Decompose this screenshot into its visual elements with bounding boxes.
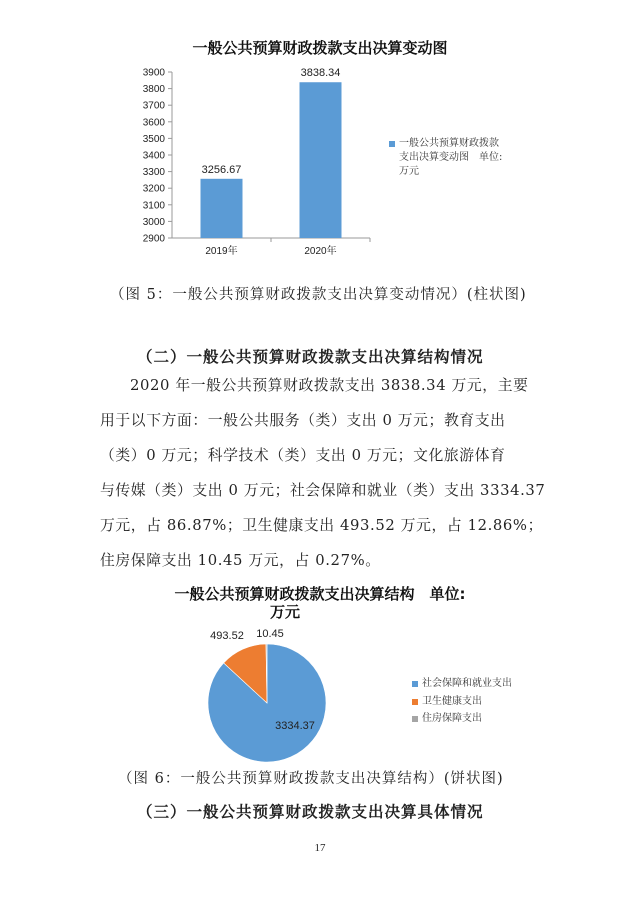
pie-chart-marks bbox=[208, 628, 326, 762]
pie-legend-label: 卫生健康支出 bbox=[422, 696, 482, 707]
bar-chart-title: 一般公共预算财政拨款支出决算变动图 bbox=[192, 39, 448, 57]
section2-paragraph bbox=[100, 368, 570, 578]
y-tick-label: 3300 bbox=[142, 167, 165, 179]
paragraph-line: 住房保障支出 10.45 万元，占 0.27%。 bbox=[100, 552, 381, 569]
y-tick-label: 3700 bbox=[142, 100, 165, 112]
pie-data-label: 10.45 bbox=[256, 628, 284, 640]
pie-data-label: 3334.37 bbox=[275, 720, 315, 732]
pie-legend-swatch bbox=[412, 716, 418, 722]
pie-title-line: 一般公共预算财政拨款支出决算结构 单位: bbox=[174, 585, 466, 603]
section3-heading: （三）一般公共预算财政拨款支出决算具体情况 bbox=[137, 803, 484, 821]
bar-chart-marks bbox=[201, 67, 342, 257]
pie-title-line: 万元 bbox=[269, 603, 300, 621]
bar-legend-line: 一般公共预算财政拨款 bbox=[399, 138, 499, 149]
bar-legend-line: 支出决算变动图 单位: bbox=[399, 152, 503, 163]
pie-legend-label: 住房保障支出 bbox=[422, 713, 482, 724]
bar-data-label: 3256.67 bbox=[201, 163, 242, 176]
bar-legend-line: 万元 bbox=[399, 166, 419, 177]
y-tick-label: 3000 bbox=[142, 216, 165, 228]
figure5-caption: （图 5：一般公共预算财政拨款支出决算变动情况）(柱状图) bbox=[110, 287, 527, 303]
paragraph-line: 用于以下方面：一般公共服务（类）支出 0 万元；教育支出 bbox=[100, 412, 506, 429]
paragraph-line: （类）0 万元；科学技术（类）支出 0 万元；文化旅游体育 bbox=[100, 447, 506, 464]
y-tick-label: 3800 bbox=[142, 84, 165, 96]
y-tick-label: 3200 bbox=[142, 183, 165, 195]
bar-2019年 bbox=[201, 179, 243, 238]
y-tick-label: 3400 bbox=[142, 150, 165, 162]
pie-legend-label: 社会保障和就业支出 bbox=[422, 678, 512, 689]
page-number: 17 bbox=[314, 842, 326, 854]
y-tick-label: 3100 bbox=[142, 200, 165, 212]
section2-heading: （二）一般公共预算财政拨款支出决算结构情况 bbox=[137, 348, 484, 366]
pie-legend-swatch bbox=[412, 699, 418, 705]
y-tick-label: 3500 bbox=[142, 133, 165, 145]
bar-legend-swatch bbox=[389, 141, 395, 147]
pie-chart-title bbox=[150, 585, 490, 621]
y-tick-label: 3600 bbox=[142, 117, 165, 129]
bar-data-label: 3838.34 bbox=[300, 67, 341, 80]
x-tick-label: 2020年 bbox=[304, 246, 337, 257]
paragraph-line: 万元，占 86.87%；卫生健康支出 493.52 万元，占 12.86%； bbox=[100, 517, 543, 534]
pie-legend-swatch bbox=[412, 681, 418, 687]
x-tick-label: 2019年 bbox=[205, 246, 238, 257]
figure6-caption: （图 6：一般公共预算财政拨款支出决算结构）(饼状图) bbox=[118, 771, 504, 787]
bar-2020年 bbox=[300, 82, 342, 238]
pie-chart bbox=[190, 625, 370, 765]
paragraph-line: 与传媒（类）支出 0 万元；社会保障和就业（类）支出 3334.37 bbox=[100, 482, 546, 499]
pie-data-label: 493.52 bbox=[210, 630, 244, 642]
y-tick-label: 3900 bbox=[142, 67, 165, 79]
y-tick-label: 2900 bbox=[142, 233, 165, 245]
paragraph-line: 2020 年一般公共预算财政拨款支出 3838.34 万元，主要 bbox=[130, 377, 529, 394]
